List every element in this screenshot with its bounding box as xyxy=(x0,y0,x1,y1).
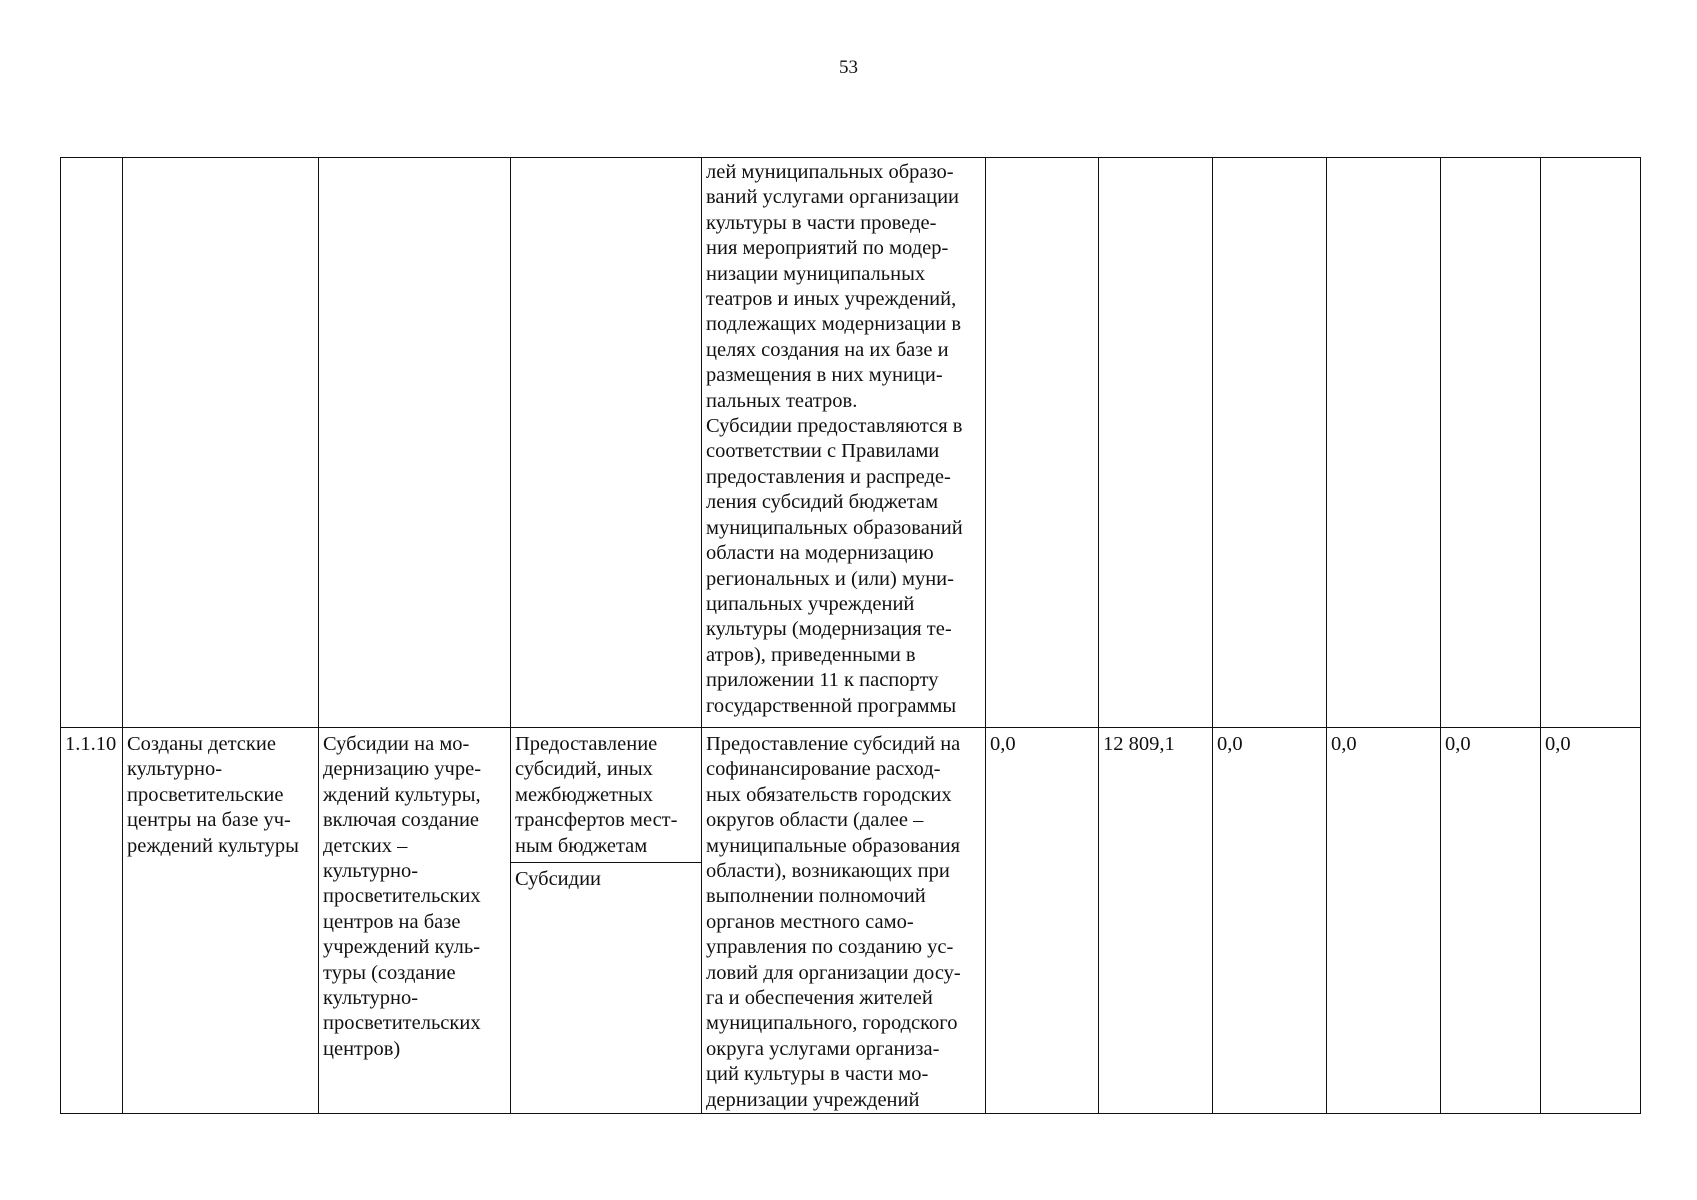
value-text: 0,0 xyxy=(1217,733,1243,755)
cell-value-empty xyxy=(1213,158,1327,728)
cell-item-number xyxy=(61,728,123,1114)
measure-text: Субсидии на мо- дернизацию учре- ждений культуры, включая создание детских – культурно- просветительских центров на базе учреждений куль- туры (создание культурно- просветительских центров) xyxy=(323,733,482,1060)
value-text: 0,0 xyxy=(1331,733,1357,755)
description-text: лей муниципальных образо- ваний услугами организации культуры в части проведе- ния мероприятий по модер- низации муниципальных театров и иных учреждений, подлежащих модернизации в целях создания на их базе и размещения в них муници- пальных театров. Субсидии предоставляются в соответствии с Правилами предоставления и распреде- ления субсидий бюджетам муниципальных образований области на модернизацию региональных и (или) муни- ципальных учреждений культуры (модернизация те- атров), приведенными в приложении 11 к паспорту государственной программы xyxy=(706,161,963,717)
item-number: 1.1.10 xyxy=(65,733,117,755)
cell-measure-type xyxy=(511,728,702,1114)
cell-description xyxy=(702,728,986,1114)
cell-value-empty xyxy=(1099,158,1213,728)
program-measures-table xyxy=(60,157,1641,1114)
cell-value-empty xyxy=(1441,158,1541,728)
cell-value-empty xyxy=(986,158,1099,728)
result-text: Созданы детские культурно- просветительские центры на базе уч- реждений культуры xyxy=(127,733,299,857)
description-text: Предоставление субсидий на софинансирование расход- ных обязательств городских округов области (далее – муниципальные образования области), возникающих при выполнении полномочий органов местного само- управления по созданию ус- ловий для организации досу- га и обеспечения жителей муниципального, городского округа услугами организа- ций культуры в части мо- дернизации учреждений xyxy=(706,733,961,1111)
cell-value xyxy=(1441,728,1541,1114)
value-text: 0,0 xyxy=(990,733,1016,755)
cell-value xyxy=(1327,728,1441,1114)
cell-type-empty xyxy=(511,158,702,728)
cell-number-empty xyxy=(61,158,123,728)
cell-value xyxy=(1213,728,1327,1114)
value-text: 0,0 xyxy=(1545,733,1571,755)
cell-value xyxy=(1099,728,1213,1114)
cell-value-empty xyxy=(1541,158,1641,728)
cell-measure-empty xyxy=(319,158,511,728)
measure-subtype-text: Субсидии xyxy=(515,868,602,891)
cell-description-continued xyxy=(702,158,986,728)
cell-value-empty xyxy=(1327,158,1441,728)
cell-result-empty xyxy=(123,158,319,728)
table-row-1-1-10 xyxy=(61,728,1641,1114)
cell-value xyxy=(1541,728,1641,1114)
measure-type-text: Предоставление субсидий, иных межбюджетных трансфертов мест- ным бюджетам xyxy=(511,728,701,863)
page-number: 53 xyxy=(839,57,858,78)
table-row-continued xyxy=(61,158,1641,728)
value-text: 12 809,1 xyxy=(1103,733,1175,755)
cell-measure xyxy=(319,728,511,1114)
cell-value xyxy=(986,728,1099,1114)
value-text: 0,0 xyxy=(1445,733,1471,755)
cell-result xyxy=(123,728,319,1114)
